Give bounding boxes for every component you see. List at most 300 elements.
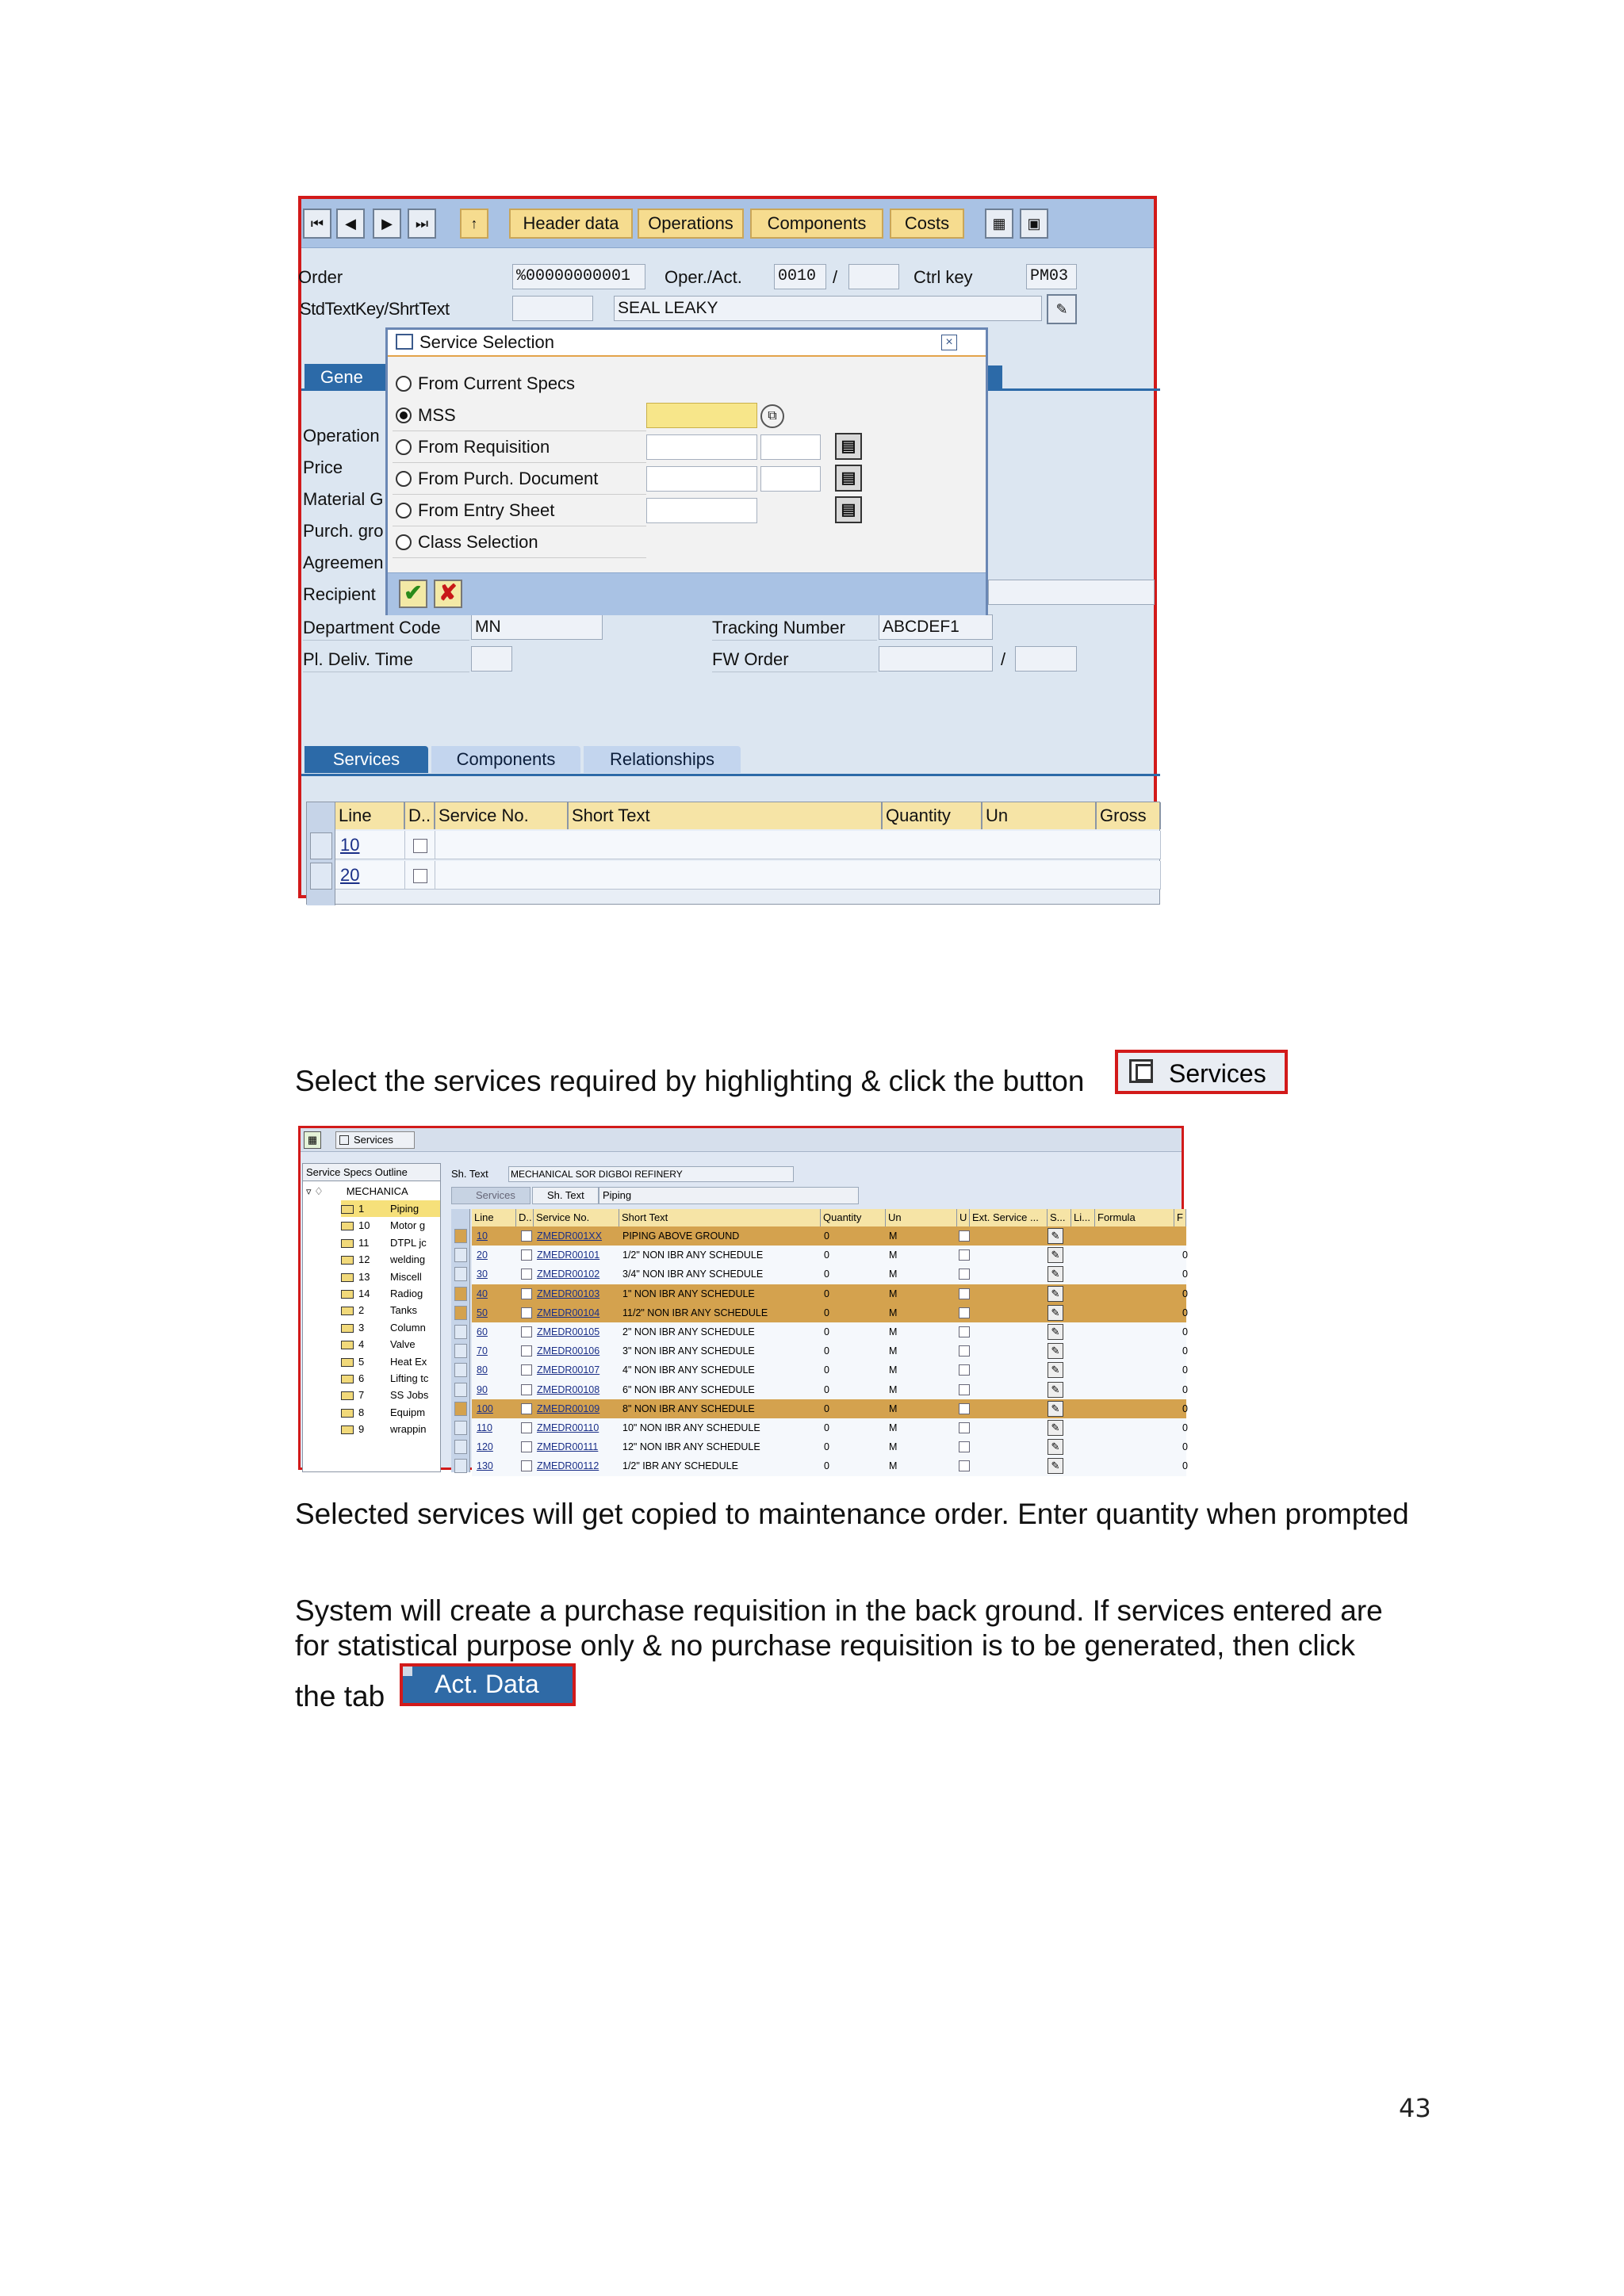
unlimited-checkbox[interactable] (959, 1441, 970, 1452)
col-gross[interactable]: Gross (1097, 802, 1161, 829)
short-text: 10" NON IBR ANY SCHEDULE (622, 1422, 760, 1433)
tree-node-label: welding (390, 1253, 426, 1266)
instruction-purchase-req-line1: System will create a purchase requisition in the back ground. If services entered are (295, 1594, 1383, 1627)
unlimited-checkbox[interactable] (959, 1269, 970, 1280)
unlimited-checkbox[interactable] (959, 1364, 970, 1376)
tree-node-label: Valve (390, 1338, 416, 1351)
deletion-checkbox[interactable] (413, 869, 427, 883)
costs-button[interactable]: Costs (890, 209, 964, 239)
f-value: 0 (1182, 1422, 1188, 1433)
col-f[interactable]: F (1174, 1209, 1186, 1226)
line-number[interactable]: 80 (477, 1364, 488, 1376)
unit: M (889, 1269, 898, 1280)
services-button-label: Services (1169, 1059, 1266, 1088)
col-quantity[interactable]: Quantity (821, 1209, 886, 1226)
act-data-tab-label: Act. Data (435, 1670, 539, 1698)
deletion-checkbox[interactable] (521, 1249, 532, 1261)
tab-relationships[interactable]: Relationships (584, 746, 741, 773)
edit-text-icon[interactable]: ✎ (1048, 1382, 1063, 1398)
operation-label: Operation (303, 426, 380, 446)
row-cells[interactable] (435, 861, 1161, 890)
department-code-label: Department Code (303, 616, 469, 641)
service-number[interactable]: ZMEDR00110 (537, 1422, 599, 1433)
recipient-field[interactable] (988, 580, 1155, 605)
row-selector[interactable] (454, 1402, 467, 1416)
radio-class-selection[interactable] (393, 530, 646, 558)
tree-node-number: 4 (358, 1338, 365, 1351)
services-button[interactable] (335, 1131, 415, 1149)
quantity: 0 (824, 1422, 829, 1433)
line-number[interactable]: 90 (477, 1383, 488, 1395)
col-ext-service[interactable]: Ext. Service ... (970, 1209, 1048, 1226)
ctrl-key-label: Ctrl key (914, 267, 973, 287)
radio-icon[interactable] (396, 503, 412, 519)
col-u[interactable]: U (957, 1209, 970, 1226)
oper-act-separator: / (833, 267, 838, 287)
col-deletion[interactable]: D.. (516, 1209, 534, 1226)
unlimited-checkbox[interactable] (959, 1307, 970, 1318)
service-number[interactable]: ZMEDR00104 (537, 1307, 600, 1318)
unit: M (889, 1383, 898, 1395)
dialog-title: Service Selection (419, 332, 554, 352)
tree-node-number: 9 (358, 1423, 365, 1436)
service-number[interactable]: ZMEDR00107 (537, 1364, 600, 1376)
tree-node-label: Miscell (390, 1270, 422, 1283)
stdtext-key-field[interactable] (512, 296, 593, 321)
row-selector[interactable] (454, 1229, 467, 1243)
row-selector[interactable] (454, 1440, 467, 1454)
row-selector[interactable] (310, 863, 332, 890)
col-s[interactable]: S... (1048, 1209, 1071, 1226)
oper-act-field[interactable]: 0010 (774, 264, 826, 289)
deletion-checkbox[interactable] (521, 1441, 532, 1452)
tree-node-label: Column (390, 1321, 426, 1334)
unit: M (889, 1230, 898, 1242)
unlimited-checkbox[interactable] (959, 1326, 970, 1337)
line-number[interactable]: 10 (477, 1230, 488, 1242)
quantity: 0 (824, 1402, 829, 1414)
close-icon[interactable]: × (941, 335, 957, 350)
sap-order-screenshot (298, 196, 1157, 898)
instruction-copied-services: Selected services will get copied to maintenance order. Enter quantity when prompted (295, 1498, 1409, 1530)
service-number[interactable]: ZMEDR00106 (537, 1345, 600, 1357)
tree-node-label: Motor g (390, 1219, 426, 1232)
quantity: 0 (824, 1230, 829, 1242)
price-label: Price (303, 457, 343, 477)
dialog-titlebar (388, 330, 986, 357)
f-value: 0 (1182, 1460, 1188, 1472)
tree-node-number: 7 (358, 1389, 365, 1402)
tree-node-label: Lifting tc (390, 1372, 429, 1384)
option-label: From Current Specs (418, 373, 576, 393)
tree-icon[interactable]: ▦ (304, 1131, 321, 1149)
copy-services-icon-back (1136, 1064, 1153, 1081)
quantity: 0 (824, 1364, 829, 1376)
col-short-text[interactable]: Short Text (619, 1209, 821, 1226)
short-text: 6" NON IBR ANY SCHEDULE (622, 1383, 755, 1395)
components-button[interactable]: Components (750, 209, 883, 239)
copy-icon (339, 1135, 349, 1145)
tree-node-label: Tanks (390, 1304, 417, 1317)
service-number[interactable]: ZMEDR00109 (537, 1402, 600, 1414)
table-row[interactable] (472, 1360, 1186, 1380)
tree-node-number: 12 (358, 1253, 370, 1266)
tree-node-number: 6 (358, 1372, 365, 1384)
oper-act-label: Oper./Act. (665, 267, 742, 287)
tree-node-number: 11 (358, 1236, 370, 1249)
sh-text-label: Sh. Text (451, 1168, 488, 1180)
order-field[interactable]: %00000000001 (512, 264, 645, 289)
edit-text-icon[interactable]: ✎ (1048, 1247, 1063, 1263)
tree-root[interactable]: ▿ ♢ MECHANICA (306, 1185, 408, 1197)
agreement-label: Agreemen (303, 553, 384, 572)
short-text: 2" NON IBR ANY SCHEDULE (622, 1326, 755, 1337)
tracking-number-label: Tracking Number (712, 616, 877, 641)
purch-document-item-input[interactable] (760, 466, 821, 492)
line-number[interactable]: 50 (477, 1307, 488, 1318)
tree-node-label: SS Jobs (390, 1389, 429, 1402)
line-number[interactable]: 100 (477, 1402, 493, 1414)
requisition-item-input[interactable] (760, 434, 821, 460)
line-number[interactable]: 10 (340, 835, 360, 855)
unlimited-checkbox[interactable] (959, 1460, 970, 1471)
deletion-checkbox[interactable] (521, 1307, 532, 1318)
unit: M (889, 1288, 898, 1299)
tree-root-label: MECHANICA (346, 1185, 408, 1197)
recipient-label: Recipient (303, 584, 376, 604)
row-selector[interactable] (454, 1383, 467, 1397)
unit: M (889, 1460, 898, 1472)
row-selector[interactable] (454, 1344, 467, 1358)
unlimited-checkbox[interactable] (959, 1403, 970, 1414)
line-number[interactable]: 70 (477, 1345, 488, 1357)
edit-text-icon[interactable]: ✎ (1048, 1362, 1063, 1378)
radio-from-purch-document[interactable] (393, 466, 646, 495)
quantity: 0 (824, 1307, 829, 1318)
planned-delivery-time-field[interactable] (471, 646, 512, 672)
unlimited-checkbox[interactable] (959, 1384, 970, 1395)
deletion-cell (405, 831, 435, 859)
service-number[interactable]: ZMEDR00111 (537, 1441, 599, 1453)
tree-node-label: Piping (390, 1203, 419, 1215)
line-number[interactable]: 120 (477, 1441, 493, 1453)
short-text: 3/4" NON IBR ANY SCHEDULE (622, 1269, 764, 1280)
tab-services[interactable]: Services (304, 746, 428, 773)
next-page-icon[interactable]: ▶ (373, 209, 401, 239)
service-number[interactable]: ZMEDR00112 (537, 1460, 599, 1472)
page-number: 43 (1399, 2093, 1431, 2123)
tree-node-number: 8 (358, 1406, 365, 1418)
tree-node-number: 10 (358, 1219, 370, 1232)
table-row[interactable] (472, 1284, 1186, 1303)
unit: M (889, 1422, 898, 1433)
short-text: 1/2" IBR ANY SCHEDULE (622, 1460, 738, 1472)
f-value: 0 (1182, 1326, 1188, 1337)
deletion-checkbox[interactable] (413, 839, 427, 853)
department-code-field[interactable]: MN (471, 614, 603, 640)
option-label: From Purch. Document (418, 469, 599, 488)
fw-order-label: FW Order (712, 648, 877, 672)
tree-node-number: 3 (358, 1321, 365, 1334)
f-value: 0 (1182, 1288, 1188, 1299)
edit-text-icon[interactable]: ✎ (1048, 1228, 1063, 1244)
table-row[interactable] (335, 831, 405, 859)
service-number[interactable]: ZMEDR00105 (537, 1326, 600, 1337)
services-button-label: Services (354, 1134, 393, 1146)
radio-mss[interactable] (393, 403, 646, 431)
unlimited-checkbox[interactable] (959, 1288, 970, 1299)
tab-general[interactable]: Gene (304, 364, 392, 391)
f-value: 0 (1182, 1402, 1188, 1414)
service-number[interactable]: ZMEDR001XX (537, 1230, 602, 1242)
edit-text-icon[interactable]: ✎ (1048, 1266, 1063, 1282)
row-selector[interactable] (454, 1267, 467, 1281)
clipboard-icon[interactable]: ▣ (1020, 209, 1048, 239)
subtab-sh-text[interactable]: Sh. Text (532, 1187, 599, 1204)
radio-selected-icon[interactable] (396, 408, 412, 423)
short-text: 3" NON IBR ANY SCHEDULE (622, 1345, 755, 1357)
row-cells[interactable] (435, 831, 1161, 859)
unit: M (889, 1402, 898, 1414)
deletion-checkbox[interactable] (521, 1288, 532, 1299)
unit: M (889, 1326, 898, 1337)
unit: M (889, 1307, 898, 1318)
short-text: 8" NON IBR ANY SCHEDULE (622, 1402, 755, 1414)
f-value: 0 (1182, 1269, 1188, 1280)
tree-node-number: 5 (358, 1355, 365, 1368)
radio-from-entry-sheet[interactable] (393, 498, 646, 526)
col-formula[interactable]: Formula (1095, 1209, 1174, 1226)
row-selector[interactable] (454, 1306, 467, 1320)
short-text: 11/2" NON IBR ANY SCHEDULE (622, 1307, 768, 1318)
tree-node-label: Radiog (390, 1288, 423, 1299)
deletion-checkbox[interactable] (521, 1403, 532, 1414)
unit: M (889, 1345, 898, 1357)
edit-text-icon[interactable]: ✎ (1048, 1439, 1063, 1455)
col-short-text[interactable]: Short Text (569, 802, 883, 829)
tree-node-label: Equipm (390, 1406, 426, 1418)
tree-root-icon: ♢ (314, 1185, 324, 1197)
tree-node-label: DTPL jc (390, 1236, 427, 1249)
edit-text-icon[interactable]: ✎ (1048, 1458, 1063, 1474)
col-deletion[interactable]: D.. (405, 802, 435, 829)
line-number[interactable]: 110 (477, 1422, 492, 1433)
tab-corner (403, 1667, 412, 1676)
service-selection-dialog (385, 327, 988, 615)
quantity: 0 (824, 1269, 829, 1280)
row-selector[interactable] (454, 1363, 467, 1377)
f-value: 0 (1182, 1441, 1188, 1453)
binoculars-icon[interactable]: ▤ (835, 433, 862, 460)
checkmark-icon[interactable]: ✔ (399, 580, 427, 608)
service-rows (301, 1226, 1186, 1472)
edit-text-icon[interactable]: ✎ (1048, 1420, 1063, 1436)
folder-icon (341, 1205, 354, 1214)
edit-text-icon[interactable]: ✎ (1048, 1324, 1063, 1340)
deletion-checkbox[interactable] (521, 1364, 532, 1376)
table-row[interactable] (472, 1226, 1186, 1246)
tracking-number-field[interactable]: ABCDEF1 (879, 614, 993, 640)
radio-icon[interactable] (396, 471, 412, 487)
ctrl-key-field[interactable]: PM03 (1026, 264, 1077, 289)
f-value: 0 (1182, 1364, 1188, 1376)
table-row[interactable] (472, 1265, 1186, 1284)
table-row[interactable] (472, 1437, 1186, 1456)
quantity: 0 (824, 1383, 829, 1395)
col-line[interactable]: Line (335, 802, 405, 829)
line-number[interactable]: 60 (477, 1326, 488, 1337)
line-number[interactable]: 20 (340, 865, 360, 885)
order-label: Order (298, 267, 343, 287)
subtab-piping[interactable]: Piping (599, 1187, 859, 1204)
col-unit[interactable]: Un (886, 1209, 957, 1226)
col-service-no[interactable]: Service No. (534, 1209, 619, 1226)
sh-text-field[interactable]: MECHANICAL SOR DIGBOI REFINERY (508, 1166, 794, 1182)
tree-node-label: wrappin (390, 1423, 427, 1436)
dialog-window-icon (396, 334, 413, 350)
toolbar (301, 1128, 1182, 1152)
row-selector[interactable] (454, 1287, 467, 1301)
service-number[interactable]: ZMEDR00101 (537, 1249, 600, 1261)
line-number[interactable]: 30 (477, 1269, 488, 1280)
tab-components[interactable]: Components (431, 746, 580, 773)
application-toolbar (301, 199, 1154, 248)
planned-delivery-time-label: Pl. Deliv. Time (303, 648, 469, 672)
short-text-field[interactable]: SEAL LEAKY (614, 296, 1042, 321)
service-number[interactable]: ZMEDR00103 (537, 1288, 600, 1299)
f-value: 0 (1182, 1383, 1188, 1395)
edit-text-icon[interactable]: ✎ (1048, 1343, 1063, 1359)
quantity: 0 (824, 1441, 829, 1453)
quantity: 0 (824, 1460, 829, 1472)
requisition-input[interactable] (646, 434, 757, 460)
table-row[interactable] (472, 1380, 1186, 1399)
tree-node-number: 1 (358, 1203, 365, 1215)
row-selector[interactable] (310, 832, 332, 859)
col-service-no[interactable]: Service No. (435, 802, 569, 829)
row-selector[interactable] (454, 1325, 467, 1339)
deletion-checkbox[interactable] (521, 1269, 532, 1280)
row-selector[interactable] (454, 1421, 467, 1435)
table-row[interactable] (472, 1341, 1186, 1360)
deletion-checkbox[interactable] (521, 1422, 532, 1433)
fw-order-separator: / (1001, 649, 1006, 669)
act-data-tab-callout[interactable] (400, 1663, 576, 1706)
col-li[interactable]: Li... (1071, 1209, 1095, 1226)
subtab-services[interactable]: Services (451, 1187, 530, 1204)
unlimited-checkbox[interactable] (959, 1345, 970, 1357)
quantity: 0 (824, 1288, 829, 1299)
instruction-purchase-req-line3: the tab (295, 1680, 385, 1712)
network-icon[interactable]: ▦ (985, 209, 1013, 239)
services-button-callout[interactable] (1115, 1050, 1288, 1094)
cancel-x-icon[interactable]: ✘ (434, 580, 462, 608)
col-line[interactable]: Line (472, 1209, 516, 1226)
deletion-checkbox[interactable] (521, 1326, 532, 1337)
unit: M (889, 1249, 898, 1261)
operations-button[interactable]: Operations (638, 209, 744, 239)
previous-page-icon[interactable]: ◀ (336, 209, 365, 239)
f-value: 0 (1182, 1345, 1188, 1357)
table-row[interactable] (472, 1303, 1186, 1322)
edit-text-icon[interactable]: ✎ (1048, 1401, 1063, 1417)
row-selector[interactable] (454, 1459, 467, 1473)
edit-long-text-icon[interactable]: ✎ (1047, 294, 1077, 324)
table-row[interactable] (472, 1456, 1186, 1475)
deletion-checkbox[interactable] (521, 1345, 532, 1357)
table-row[interactable] (472, 1322, 1186, 1341)
fw-order-item-field[interactable] (1015, 646, 1077, 672)
last-page-icon[interactable]: ⏭ (408, 209, 436, 239)
quantity: 0 (824, 1249, 829, 1261)
purch-document-input[interactable] (646, 466, 757, 492)
purch-group-label: Purch. gro (303, 521, 384, 541)
tree-node-number: 2 (358, 1304, 365, 1317)
deletion-cell (405, 861, 435, 890)
mss-input[interactable] (646, 403, 757, 428)
service-number[interactable]: ZMEDR00108 (537, 1383, 600, 1395)
edit-text-icon[interactable]: ✎ (1048, 1286, 1063, 1302)
services-table (306, 802, 1160, 905)
enter-icon[interactable]: ↑ (460, 209, 488, 239)
tree-node[interactable] (341, 1200, 440, 1217)
quantity: 0 (824, 1326, 829, 1337)
option-label: MSS (418, 405, 456, 425)
entry-sheet-input[interactable] (646, 498, 757, 523)
line-number[interactable]: 130 (477, 1460, 493, 1472)
deletion-checkbox[interactable] (521, 1230, 532, 1242)
instruction-purchase-req-line2: for statistical purpose only & no purchase requisition is to be generated, then click (295, 1629, 1355, 1662)
edit-text-icon[interactable]: ✎ (1048, 1305, 1063, 1321)
table-row[interactable] (472, 1418, 1186, 1437)
col-unit[interactable]: Un (982, 802, 1097, 829)
value-help-icon[interactable]: ⧉ (760, 404, 784, 428)
fw-order-field[interactable] (879, 646, 993, 672)
header-data-button[interactable]: Header data (509, 209, 633, 239)
radio-icon[interactable] (396, 439, 412, 455)
short-text: 4" NON IBR ANY SCHEDULE (622, 1364, 755, 1376)
line-number[interactable]: 40 (477, 1288, 488, 1299)
radio-icon[interactable] (396, 534, 412, 550)
binoculars-icon[interactable]: ▤ (835, 496, 862, 523)
outline-title: Service Specs Outline (303, 1164, 440, 1181)
radio-icon[interactable] (396, 376, 412, 392)
first-page-icon[interactable]: ⏮ (303, 209, 331, 239)
binoculars-icon[interactable]: ▤ (835, 465, 862, 492)
service-selection-screenshot (298, 1126, 1188, 1472)
unit: M (889, 1441, 898, 1453)
col-quantity[interactable]: Quantity (883, 802, 982, 829)
deletion-checkbox[interactable] (521, 1460, 532, 1471)
deletion-checkbox[interactable] (521, 1384, 532, 1395)
row-selector[interactable] (454, 1248, 467, 1262)
sub-operation-field[interactable] (848, 264, 899, 289)
short-text: PIPING ABOVE GROUND (622, 1230, 740, 1242)
line-number[interactable]: 20 (477, 1249, 488, 1261)
table-row[interactable] (472, 1399, 1186, 1418)
unlimited-checkbox[interactable] (959, 1249, 970, 1261)
short-text: 1" NON IBR ANY SCHEDULE (622, 1288, 755, 1299)
tree-node-number: 13 (358, 1270, 370, 1283)
tree-node-label: Heat Ex (390, 1355, 427, 1368)
table-row[interactable] (472, 1246, 1186, 1265)
stdtext-label: StdTextKey/ShrtText (300, 299, 450, 319)
unlimited-checkbox[interactable] (959, 1230, 970, 1242)
radio-from-requisition[interactable] (393, 434, 646, 463)
unlimited-checkbox[interactable] (959, 1422, 970, 1433)
service-number[interactable]: ZMEDR00102 (537, 1269, 600, 1280)
table-row[interactable] (335, 861, 405, 890)
